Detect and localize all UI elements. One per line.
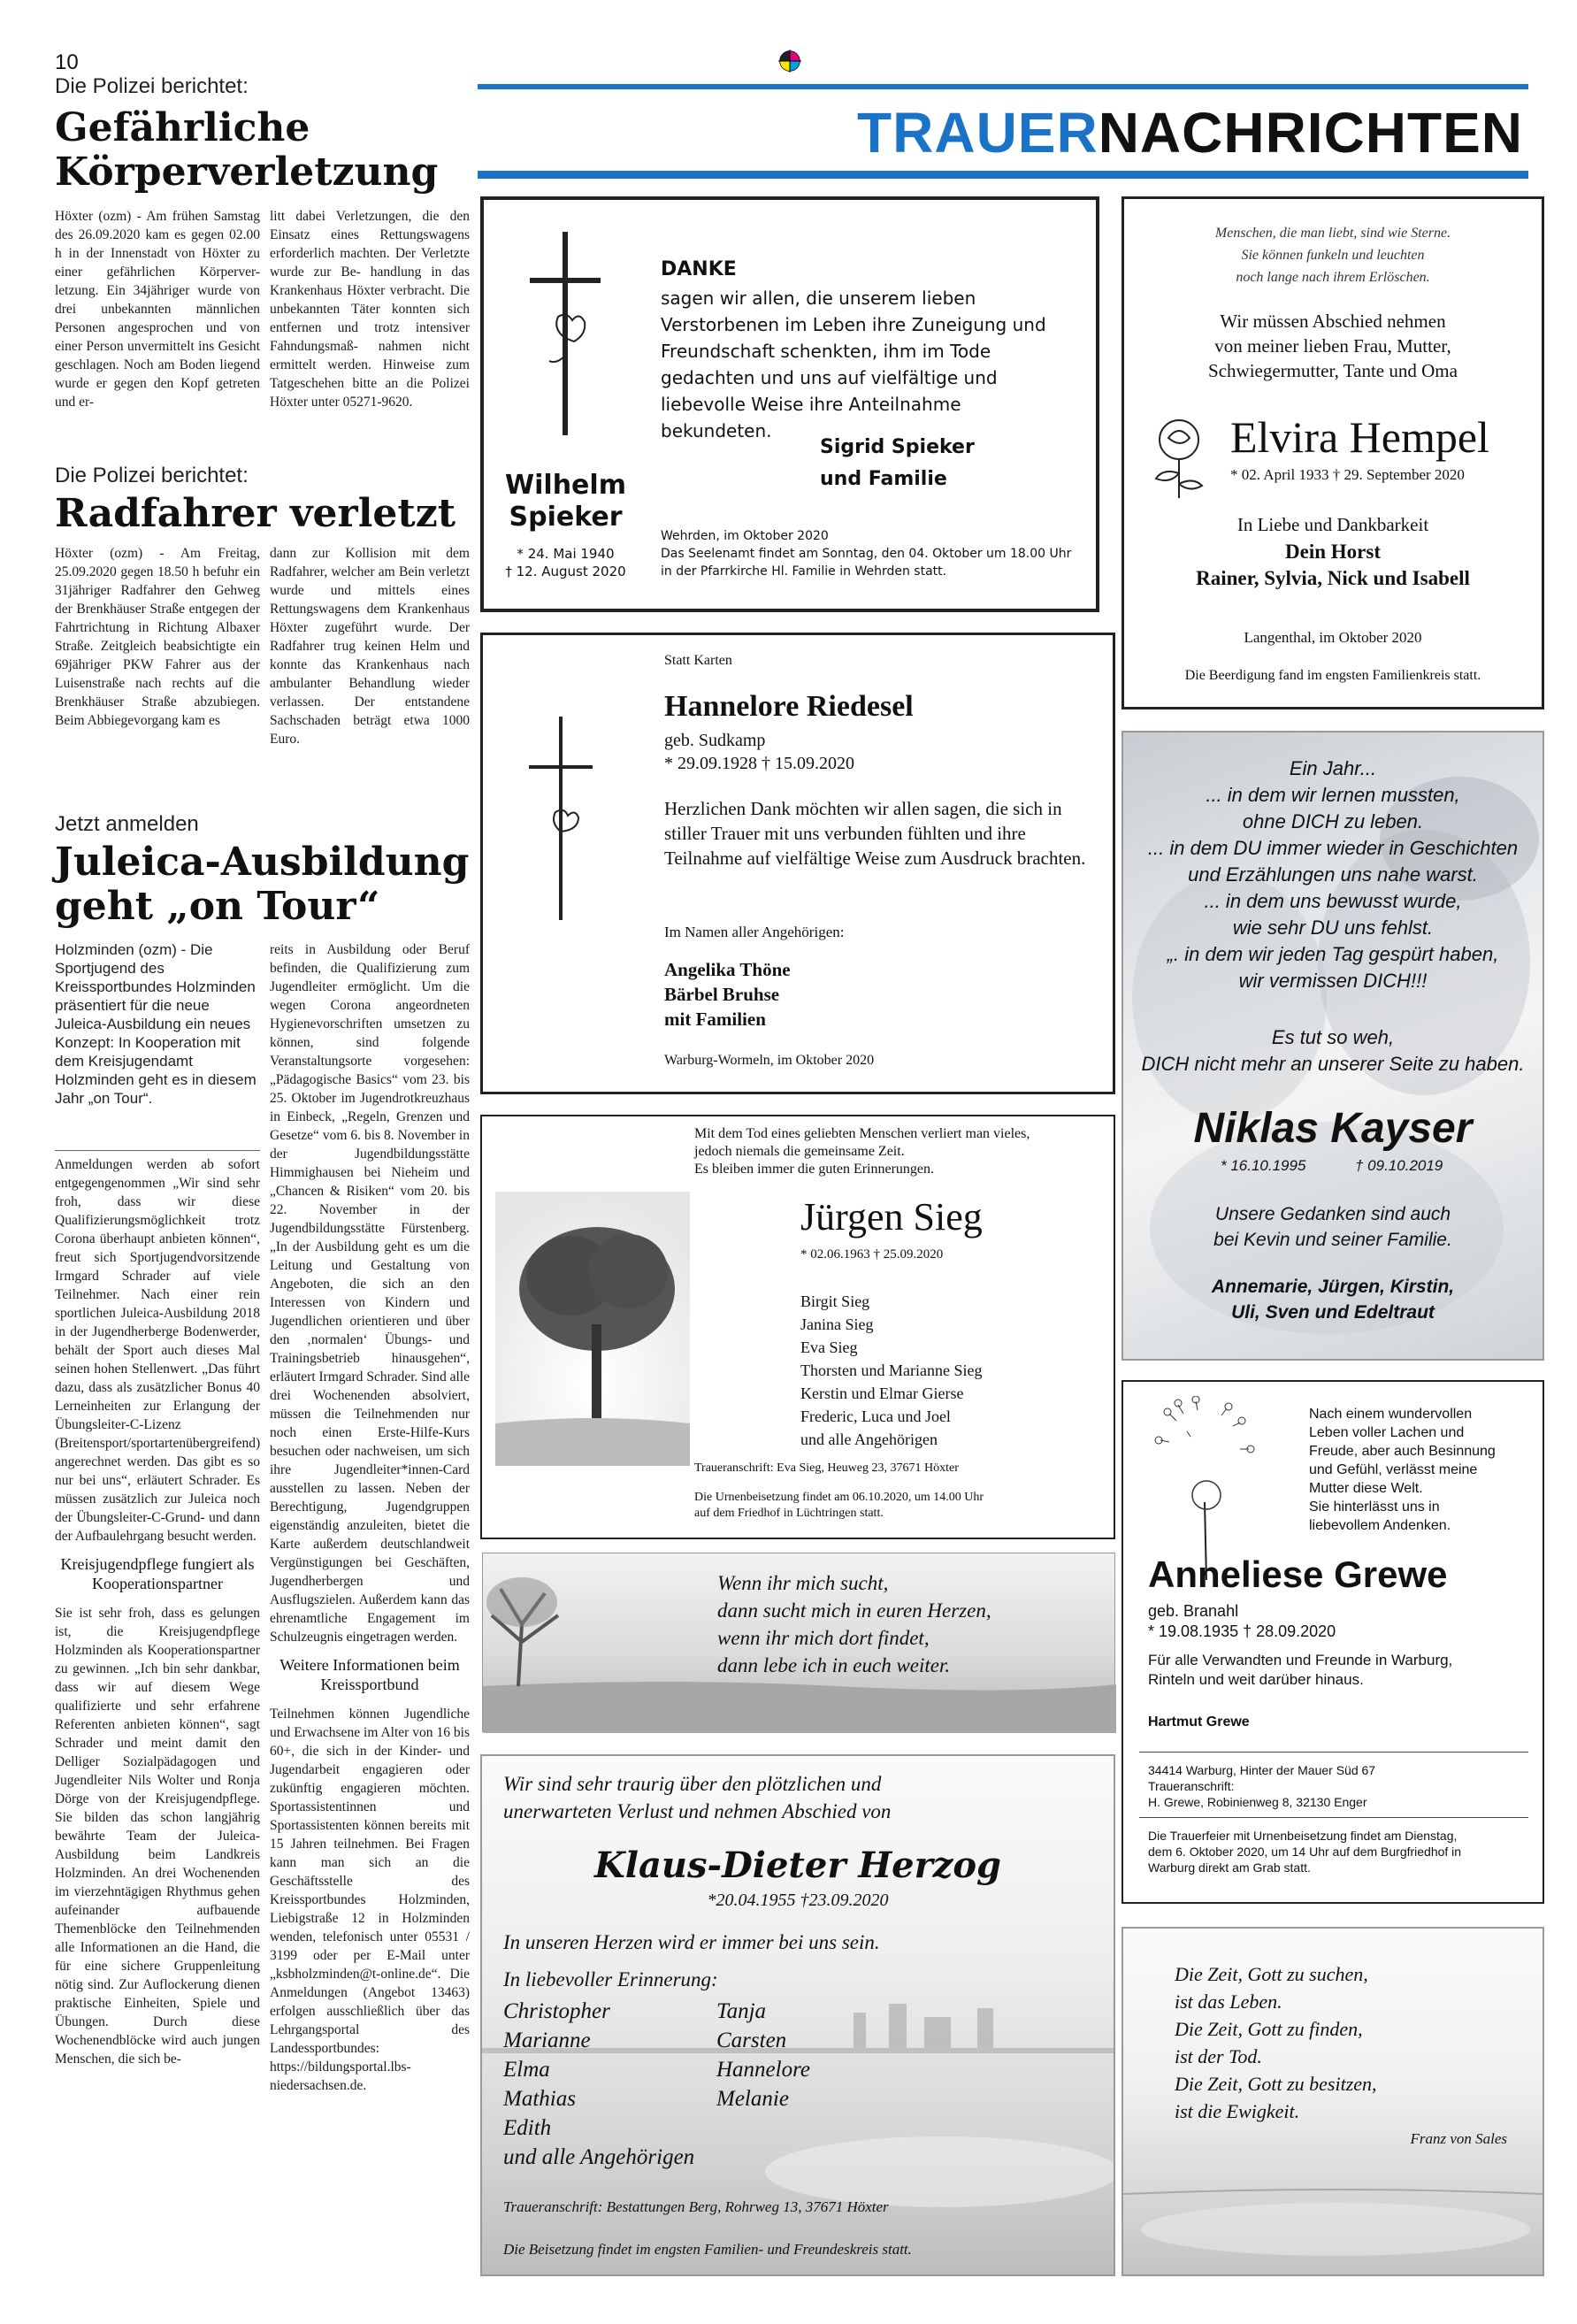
hempel-sig1: Dein Horst <box>1285 541 1381 563</box>
herzog-dates: *20.04.1955 †23.09.2020 <box>707 1891 889 1910</box>
sieg-note1: Die Urnenbeisetzung findet am 06.10.2020, um 14.00 Uhr <box>694 1491 984 1504</box>
grewe-text-line: Sie hinterlässt uns in <box>1309 1499 1440 1515</box>
sales-line: ist das Leben. <box>1175 1990 1282 2013</box>
spieker-text: sagen wir allen, die unserem lieben Verstorbenen im Leben ihre Zuneigung und Freundschaft schenkten, ihm im Tode gedachten und uns auf vielfältige und liebevolle Weise ihre Anteilnahme bekundeten. <box>661 288 1046 441</box>
ad-hempel <box>1122 196 1544 709</box>
article3-col1a: Anmeldungen werden ab sofort entgegengenommen „Wir sind sehr froh, dass wir diese Qualifizierungsmöglichkeit trotz Corona überhaupt anbieten können“, freut sich Sportjugendvorsitzende Irmgard Schrader auf viele Teilnehmer. Nach einer rein sportlichen Juleica-Ausbildung 2018 in der Jugendherberge Bodenwerder, behält der Sport auch dieses Mal seinen hohen Stellenwert. „Das führt dazu, dass als zusätzlicher Bonus 40 Lerneinheiten zur Erlangung der Übungsleiter-C-Lizenz (Breitensport/sportartenübergreifend) angerechnet werden. Das gibt es so nur bei uns“, erläutert Schrader. Es müssen zusätzlich zur Juleica noch der Übungsleiter-C-Grund- und dann der Aufbaulehrgang besucht werden. <box>55 1157 261 1544</box>
riedesel-place: Warburg-Wormeln, im Oktober 2020 <box>664 1053 875 1068</box>
herzog-intro1: Wir sind sehr traurig über den plötzlichen und <box>503 1773 882 1795</box>
article3-intro: Holzminden (ozm) - Die Sportjugend des Kreissportbundes Holzminden präsentiert für die neue Juleica-Ausbildung ein neues Konzept: In Kooperation mit dem Kreisjugendamt Holzminden geht es in diesem Jahr „on Tour“. <box>55 941 256 1107</box>
ad-kayser <box>1122 731 1544 1361</box>
spieker-note1: Das Seelenamt findet am Sonntag, den 04. Oktober um 18.00 Uhr <box>661 547 1072 561</box>
header-title-black: NACHRICHTEN <box>1098 101 1523 165</box>
grewe-note3: Warburg direkt am Grab statt. <box>1148 1860 1311 1875</box>
grewe-addr3: H. Grewe, Robinienweg 8, 32130 Enger <box>1148 1795 1367 1809</box>
quote-line1: Wenn ihr mich sucht, <box>717 1572 889 1594</box>
riedesel-text: Herzlichen Dank möchten wir allen sagen, die sich in stiller Trauer mit uns verbunden fühlten und ihre Teilnahme auf vielfältige Weise zum Ausdruck brachten. <box>664 798 1086 869</box>
riedesel-sig3: mit Familien <box>664 1009 766 1030</box>
ad-quote <box>482 1553 1115 1732</box>
herzog-line: In unseren Herzen wird er immer bei uns sein. <box>503 1931 880 1953</box>
spieker-note2: in der Pfarrkirche Hl. Familie in Wehrden statt. <box>661 564 947 579</box>
sales-line: ist die Ewigkeit. <box>1175 2100 1300 2122</box>
hempel-note: Die Beerdigung fand im engsten Familienkreis statt. <box>1184 668 1481 683</box>
grewe-text-line: Leben voller Lachen und <box>1309 1425 1465 1440</box>
grewe-dates: * 19.08.1935 † 28.09.2020 <box>1148 1622 1336 1640</box>
hempel-farewell2: von meiner lieben Frau, Mutter, <box>1214 335 1451 357</box>
sieg-family-member: Eva Sieg <box>800 1338 858 1356</box>
ad-spieker <box>480 196 1099 612</box>
sales-line: Die Zeit, Gott zu finden, <box>1175 2018 1363 2040</box>
kayser-sad2: DICH nicht mehr an unserer Seite zu haben. <box>1141 1053 1525 1075</box>
sieg-quote3: Es bleiben immer die guten Erinnerungen. <box>694 1162 935 1177</box>
rose-icon <box>1144 411 1214 500</box>
sales-author: Franz von Sales <box>1410 2130 1507 2147</box>
grewe-divider <box>1139 1817 1528 1818</box>
riedesel-name: Hannelore Riedesel <box>664 690 914 723</box>
kayser-line: wie sehr DU uns fehlst. <box>1232 917 1434 939</box>
article1-kicker: Die Polizei berichtet: <box>55 74 249 98</box>
grewe-text-line: Mutter diese Welt. <box>1309 1481 1423 1496</box>
grewe-for1: Für alle Verwandten und Freunde in Warburg, <box>1148 1652 1453 1668</box>
riedesel-intro: Im Namen aller Angehörigen: <box>664 924 845 940</box>
ad-grewe <box>1122 1380 1544 1904</box>
article1-col1: Höxter (ozm) - Am frühen Samstag des 26.09.2020 kam es gegen 02.00 h in der Innenstadt von Höxter zu einer gefährlichen Körperver- letzung. Ein 34jähriger wurde von drei unbekannten männlichen Personen angesprochen und von einer Person unvermittelt ins Gesicht geschlagen. Noch am Boden liegend wurde er gegen den Kopf getreten und er- <box>55 209 260 410</box>
hempel-place: Langenthal, im Oktober 2020 <box>1244 629 1422 646</box>
spieker-title: DANKE <box>661 258 737 280</box>
sieg-note2: auf dem Friedhof in Lüchtringen statt. <box>694 1507 884 1520</box>
herzog-left-name: Edith <box>503 2116 552 2140</box>
kayser-line: und Erzählungen uns nahe warst. <box>1188 863 1478 886</box>
grewe-text-line: und Gefühl, verlässt meine <box>1309 1462 1478 1477</box>
hempel-sig2: Rainer, Sylvia, Nick und Isabell <box>1196 567 1470 589</box>
sieg-family-member: Kerstin und Elmar Gierse <box>800 1384 964 1402</box>
article2-col1: Höxter (ozm) - Am Freitag, 25.09.2020 gegen 18.50 h befuhr ein 31jähriger Radfahrer den Gehweg der Brenkhäuser Straße entgegen der Fahrtrichtung in Richtung Albaxer Straße. Zeitgleich beabsichtigte ein 69jähriger PKW Fahrer aus der Luisenstraße nach rechts auf die Brenkhäuser Straße abzubiegen. Beim Abbiegevorgang kam es <box>55 546 260 728</box>
spieker-name1: Wilhelm <box>505 470 626 501</box>
kayser-line: ... in dem uns bewusst wurde, <box>1204 890 1462 912</box>
herzog-right-name: Melanie <box>716 2087 789 2111</box>
herzog-note: Die Beisetzung findet im engsten Familien- und Freundeskreis statt. <box>503 2241 912 2258</box>
header-bottom-rule <box>478 171 1528 179</box>
registration-mark-icon <box>778 50 801 73</box>
header-title-blue: TRAUER <box>857 101 1099 165</box>
herzog-left-name: Marianne <box>503 2029 591 2052</box>
riedesel-birthname: geb. Sudkamp <box>664 731 766 750</box>
article2-kicker: Die Polizei berichtet: <box>55 464 249 487</box>
kayser-line: wir vermissen DICH!!! <box>1238 970 1428 992</box>
riedesel-dates: * 29.09.1928 † 15.09.2020 <box>664 754 854 773</box>
herzog-right-name: Hannelore <box>716 2058 810 2082</box>
quote-line4: dann lebe ich in euch weiter. <box>717 1654 951 1676</box>
header-banner <box>478 96 1528 171</box>
article1-col2: litt dabei Verletzungen, die den Einsatz eines Rettungswagens erforderlich machten. Der Verletzte wurde zur Be- handlung in das Krankenhaus Höxter verbracht. Die unbekannten Täter konnten sich entfernen und trotz intensiver Fahndungsmaß- nahmen nicht ermittelt werden. Hinweise zum Tatgeschehen bitte an die Polizei Höxter unter 05271-9620. <box>270 209 470 410</box>
grewe-note2: dem 6. Oktober 2020, um 14 Uhr auf dem Burgfriedhof in <box>1148 1845 1462 1859</box>
grewe-note1: Die Trauerfeier mit Urnenbeisetzung findet am Dienstag, <box>1148 1829 1458 1843</box>
kayser-sig1: Annemarie, Jürgen, Kirstin, <box>1211 1277 1455 1297</box>
article3-kicker: Jetzt anmelden <box>55 812 199 836</box>
sieg-family-member: Janina Sieg <box>800 1315 874 1333</box>
spieker-name2: Spieker <box>509 502 623 533</box>
herzog-address: Traueranschrift: Bestattungen Berg, Rohrweg 13, 37671 Höxter <box>503 2198 889 2215</box>
herzog-right-name: Carsten <box>716 2029 787 2052</box>
hempel-quote3: noch lange nach ihrem Erlöschen. <box>1236 270 1430 285</box>
tree-image <box>495 1192 690 1466</box>
sieg-dates: * 02.06.1963 † 25.09.2020 <box>800 1247 944 1262</box>
grewe-birthname: geb. Branahl <box>1148 1602 1239 1620</box>
article3-col2b: Teilnehmen können Jugendliche und Erwachsene im Alter von 16 bis 60+, die sich in der Kinder- und Jugendarbeit engagieren oder zukünftig engagieren möchten. Sportassistentinnen und Sportassistenten können bereits mit 15 Jahren teilnehmen. Bei Fragen kann man sich an die Geschäftsstelle des Kreissportbundes Holzminden, Liebigstraße 12 in Holzminden wenden, telefonisch unter 05531 / 3199 oder per E-Mail unter „ksbholzminden@t-online.de“. Die Anmeldungen (Angebot 13463) erfolgen ausschließlich über das Lehrgangsportal des Landessportbundes: https://bildungsportal.lbs-niedersachsen.de. <box>270 1707 470 2093</box>
riedesel-sig2: Bärbel Bruhse <box>664 984 780 1005</box>
grewe-text-line: Freude, aber auch Besinnung <box>1309 1444 1496 1459</box>
spieker-signers2: und Familie <box>820 468 947 490</box>
article2-headline: Radfahrer verletzt <box>55 491 456 536</box>
sieg-address: Traueranschrift: Eva Sieg, Heuweg 23, 37671 Höxter <box>694 1461 959 1475</box>
sieg-quote2: jedoch niemals die gemeinsame Zeit. <box>694 1144 905 1159</box>
sieg-family-member: Frederic, Luca und Joel <box>800 1407 951 1425</box>
sieg-family-member: und alle Angehörigen <box>800 1430 938 1448</box>
grewe-text-line: liebevollem Andenken. <box>1309 1518 1451 1533</box>
kayser-thought2: bei Kevin und seiner Familie. <box>1213 1230 1452 1250</box>
hempel-quote2: Sie können funkeln und leuchten <box>1241 248 1425 263</box>
grewe-text <box>1309 1405 1496 1535</box>
kayser-line: Ein Jahr... <box>1289 757 1377 779</box>
herzog-all: und alle Angehörigen <box>503 2145 695 2169</box>
spieker-signers1: Sigrid Spieker <box>820 436 975 458</box>
article3-divider <box>55 1150 260 1151</box>
hempel-quote1: Menschen, die man liebt, sind wie Sterne. <box>1214 226 1451 241</box>
kayser-died: † 09.10.2019 <box>1355 1157 1443 1174</box>
article3-col2 <box>270 940 470 2095</box>
grewe-addr1: 34414 Warburg, Hinter der Mauer Süd 67 <box>1148 1763 1376 1777</box>
herzog-left-name: Mathias <box>503 2087 576 2111</box>
kayser-sig2: Uli, Sven und Edeltraut <box>1231 1302 1435 1323</box>
kayser-line: ... in dem wir lernen mussten, <box>1206 784 1460 806</box>
sieg-family <box>800 1290 982 1451</box>
herzog-left-name: Elma <box>503 2058 550 2082</box>
spieker-born: * 24. Mai 1940 <box>517 546 615 562</box>
sales-line: Die Zeit, Gott zu besitzen, <box>1175 2073 1377 2095</box>
hempel-name: Elvira Hempel <box>1230 412 1489 462</box>
grewe-addr2: Traueranschrift: <box>1148 1779 1235 1793</box>
spieker-place: Wehrden, im Oktober 2020 <box>661 529 829 543</box>
riedesel-top: Statt Karten <box>664 653 732 668</box>
kayser-thought1: Unsere Gedanken sind auch <box>1214 1204 1451 1224</box>
herzog-memory: In liebevoller Erinnerung: <box>503 1968 718 1990</box>
sales-line: ist der Tod. <box>1175 2045 1262 2067</box>
article3-col2a: reits in Ausbildung oder Beruf befinden, die Qualifizierung zum Jugendleiter ermöglicht. Um die wegen Corona angeordneten Hygienevorschriften umsetzen zu können, sind folgende Veranstaltungsorte vorgesehen: „Pädagogische Basics“ vom 23. bis 25. Oktober im Jugendrotkreuzhaus in Einbeck, „Regeln, Grenzen und Gesetze“ vom 6. bis 8. November in der Jugendbildungsstätte Himmighausen bei Nieheim und „Chancen & Risiken“ vom 20. bis 22. November in der Jugendbildungsstätte Fürstenberg. „In der Ausbildung geht es um die Leitung und Gestaltung von Angeboten, die sich an den Interessen von Kindern und Jugendlichen orientieren und über den ‚normalen‘ Übungs- und Trainingsbetrieb hinausgehen“, erläutert Irmgard Schrader. Sind alle drei Wochenenden absolviert, müssen die Teilnehmenden nur noch einen Erste-Hilfe-Kurs besuchen oder nachweisen, um sich ihre Jugendleiter*innen-Card ausstellen zu lassen. Neben der Berechtigung, Jugendgruppen eigenständig anzuleiten, bietet die Karte außerdem deutschlandweit Vergünstigungen bei Geschäften, Jugendherbergen und Ausflugszielen. Außerdem kann das ehrenamtliche Engagement im Schulzeugnis eingetragen werden. <box>270 942 470 1645</box>
hempel-love: In Liebe und Dankbarkeit <box>1236 514 1429 535</box>
header-top-rule <box>478 84 1528 89</box>
article3-col1b: Sie ist sehr froh, dass es gelungen ist, die Kreisjugendpflege Holzminden als Kooperationspartner zu gewinnen. „Ich bin sehr dankbar, dass wir auf diesem Wege qualifizierte und sehr erfahrene Referenten anbieten können“, sagt Schrader und meint damit den Delliger Sozialpädagogen und Jugendleiter Nils Wolter und Ronja Dörge von der Kreisjugendpflege. Sie bilden das schon langjährig bewährte Team der Juleica-Ausbildung beim Landkreis Holzminden. An drei Wochenenden im vierzehntägigen Rhythmus gehen aufeinander aufbauende Themenblöcke den Teilnehmenden alle Informationen an die Hand, die für eine sichere Gruppenleitung nötig sind. Zur Auflockerung dienen praktische Einheiten, Spiele und Übungen. Durch diese Wochenendblöcke wird auch jungen Menschen, die sich be- <box>55 1606 260 2067</box>
hempel-farewell1: Wir müssen Abschied nehmen <box>1220 311 1446 332</box>
ad-sales <box>1122 1927 1544 2276</box>
kayser-sad1: Es tut so weh, <box>1271 1026 1395 1048</box>
kayser-line: ohne DICH zu leben. <box>1242 810 1424 832</box>
ad-sieg <box>480 1115 1115 1539</box>
sieg-name: Jürgen Sieg <box>800 1195 983 1239</box>
ad-riedesel <box>480 633 1115 1094</box>
article3-col1 <box>55 1155 260 2068</box>
riedesel-sig1: Angelika Thöne <box>664 959 791 980</box>
kayser-line: „. in dem wir jeden Tag gespürt haben, <box>1167 943 1499 965</box>
article2-col2: dann zur Kollision mit dem Radfahrer, welcher am Bein verletzt wurde und mittels eines Rettungswagens dem Krankenhaus Höxter zugeführt wurde. Der Radfahrer trug keinen Helm und konnte das Krankenhaus nach ambulanter Behandlung wieder verlassen. Der entstandene Sachschaden beträgt etwa 1000 Euro. <box>270 546 470 747</box>
article3-subhead1: Kreisjugendpflege fungiert als Kooperationspartner <box>60 1555 255 1592</box>
sales-line: Die Zeit, Gott zu suchen, <box>1175 1963 1368 1985</box>
grewe-text-line: Nach einem wundervollen <box>1309 1407 1473 1422</box>
article3-headline: Juleica-Ausbildung geht „on Tour“ <box>55 840 470 929</box>
grewe-name: Anneliese Grewe <box>1148 1553 1448 1595</box>
herzog-name: Klaus-Dieter Herzog <box>593 1845 1002 1886</box>
spieker-died: † 12. August 2020 <box>505 564 626 579</box>
herzog-left-name: Christopher <box>503 1999 610 2023</box>
quote-line2: dann sucht mich in euren Herzen, <box>717 1599 991 1622</box>
article3-subhead2: Weitere Informationen beim Kreissportbund <box>279 1656 460 1693</box>
article1-headline: Gefährliche Körperverletzung <box>55 105 439 195</box>
cross-rose-icon <box>530 232 601 435</box>
grewe-for2: Rinteln und weit darüber hinaus. <box>1148 1671 1364 1688</box>
kayser-line: ... in dem DU immer wieder in Geschichten <box>1147 837 1519 859</box>
grewe-divider <box>1139 1752 1528 1753</box>
ad-herzog <box>480 1754 1115 2276</box>
page-number: 10 <box>55 50 79 74</box>
sieg-family-member: Thorsten und Marianne Sieg <box>800 1361 983 1379</box>
kayser-born: * 16.10.1995 <box>1221 1157 1306 1174</box>
kayser-name: Niklas Kayser <box>1193 1105 1473 1152</box>
hempel-farewell3: Schwiegermutter, Tante und Oma <box>1208 360 1458 381</box>
herzog-intro2: unerwarteten Verlust und nehmen Abschied von <box>503 1800 892 1822</box>
cross-rose-icon <box>525 717 596 920</box>
herzog-right-name: Tanja <box>716 1999 767 2023</box>
quote-line3: wenn ihr mich dort findet, <box>717 1627 930 1649</box>
hempel-dates: * 02. April 1933 † 29. September 2020 <box>1230 466 1465 483</box>
grewe-signer: Hartmut Grewe <box>1148 1714 1250 1730</box>
sieg-quote1: Mit dem Tod eines geliebten Menschen verliert man vieles, <box>694 1126 1030 1141</box>
sieg-family-member: Birgit Sieg <box>800 1292 870 1310</box>
